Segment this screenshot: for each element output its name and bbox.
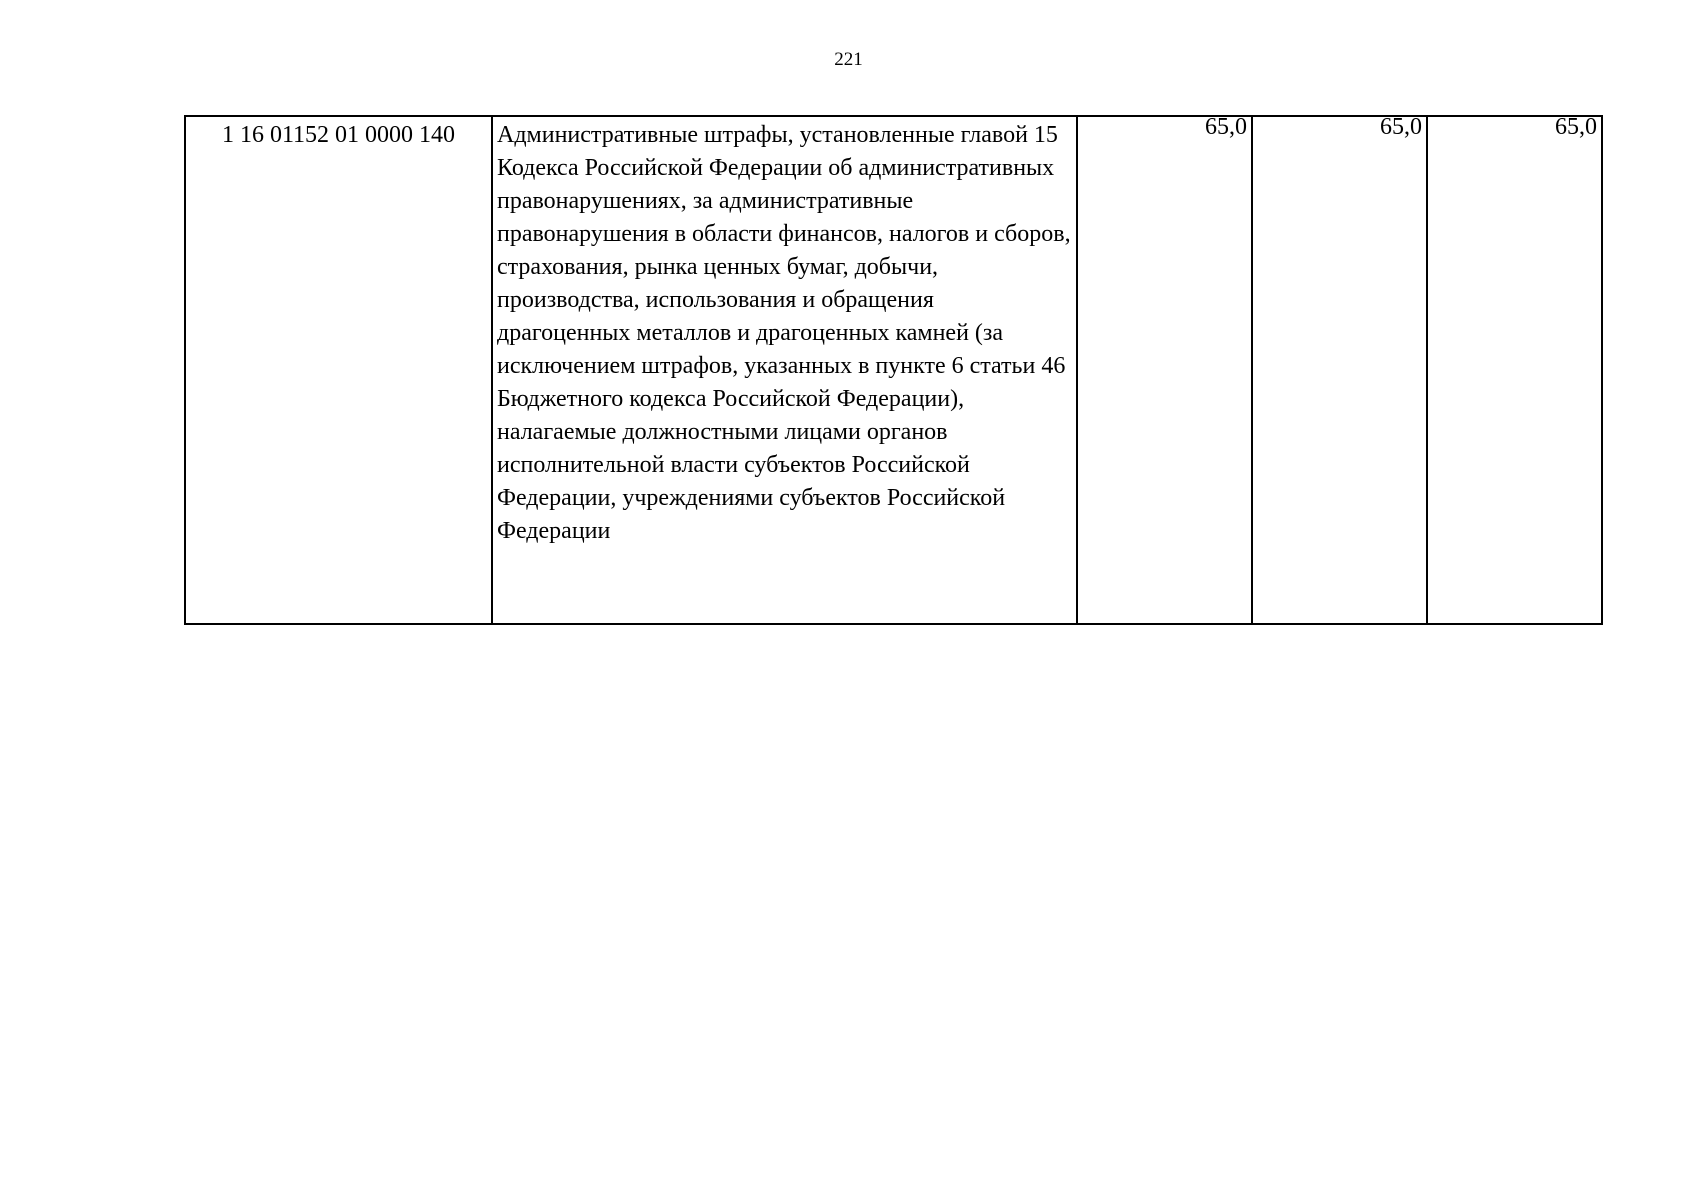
amount-cell-1 <box>1077 116 1252 624</box>
amount-cell-3 <box>1427 116 1602 624</box>
budget-classification-code: 1 16 01152 01 0000 140 <box>185 116 492 624</box>
amount-value-3: 65,0 <box>1555 114 1597 140</box>
amount-value-2: 65,0 <box>1380 114 1422 140</box>
amount-cell-2 <box>1252 116 1427 624</box>
budget-table <box>184 115 1603 625</box>
amount-value-1: 65,0 <box>1205 114 1247 140</box>
revenue-description: Административные штрафы, установленные главой 15 Кодекса Российской Федерации об административных правонарушениях, за административные правонарушения в области финансов, налогов и сборов, страхования, рынка ценных бумаг, добычи, производства, использования и обращения драгоценных металлов и драгоценных камней (за исключением штрафов, указанных в пункте 6 статьи 46 Бюджетного кодекса Российской Федерации), налагаемые должностными лицами органов исполнительной власти субъектов Российской Федерации, учреждениями субъектов Российской Федерации <box>492 116 1077 624</box>
table-row <box>185 116 1602 624</box>
page-number: 221 <box>834 49 863 70</box>
